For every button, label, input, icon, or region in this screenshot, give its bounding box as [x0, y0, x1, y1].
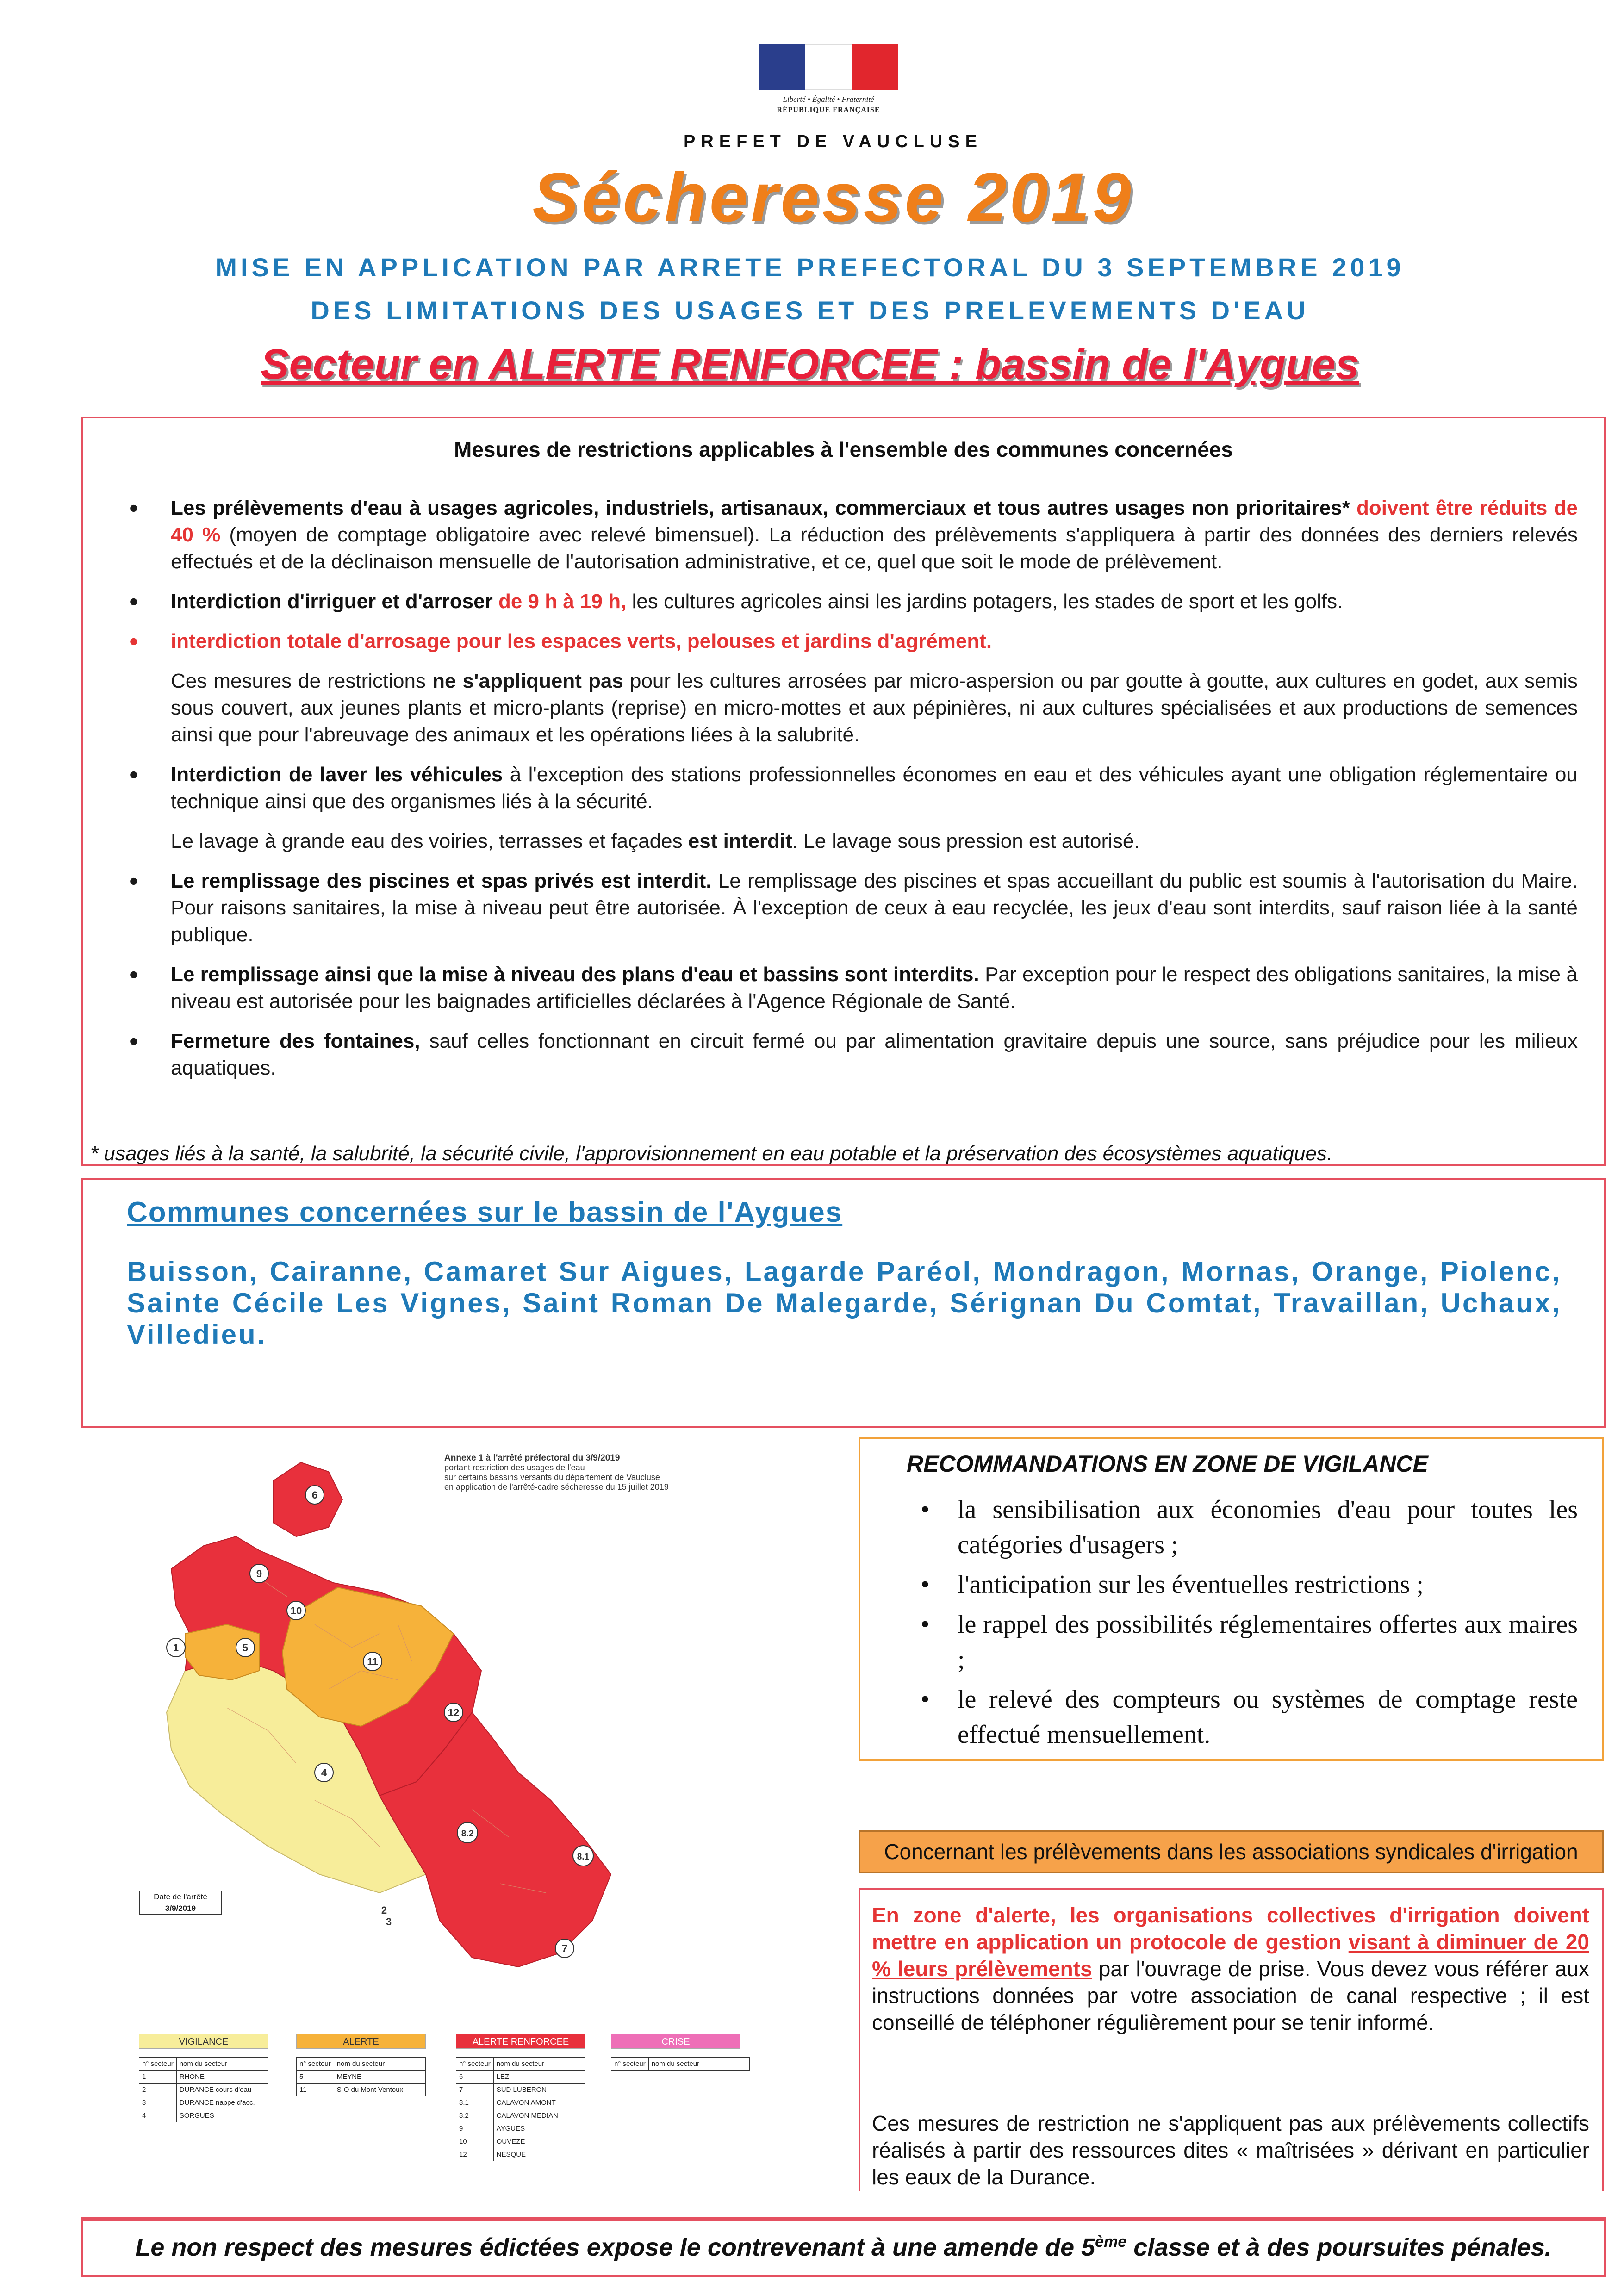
restriction-red: doivent être réduits de 40 %: [171, 497, 1578, 546]
table-row: [139, 2109, 268, 2122]
list-item-text: le relevé des compteurs ou systèmes de comptage reste effectué mensuellement.: [958, 1685, 1578, 1749]
table-row: [139, 2096, 268, 2109]
cell: DURANCE cours d'eau: [176, 2084, 268, 2096]
map-label: 11: [367, 1656, 378, 1667]
bullet-icon: •: [129, 493, 138, 522]
restriction-bold: Le remplissage ainsi que la mise à niveau des plans d'eau et bassins sont interdits.: [171, 963, 979, 986]
annexe-title: Annexe 1 à l'arrêté préfectoral du 3/9/2019: [444, 1453, 620, 1463]
arrete-date-box: [139, 1891, 222, 1915]
restriction-item-vehicules: [129, 761, 1578, 815]
note-text: Ces mesures de restrictions: [171, 670, 433, 692]
table-row: [456, 2084, 585, 2096]
restriction-text: les cultures agricoles ainsi les jardins potagers, les stades de sport et les golfs.: [626, 590, 1343, 613]
map-label: 9: [256, 1568, 262, 1580]
annexe-line: sur certains bassins versants du département de Vaucluse: [444, 1473, 660, 1482]
cell: 10: [456, 2135, 494, 2148]
restriction-text: (moyen de comptage obligatoire avec relevé bimensuel). La réduction des prélèvements s'appliquera à partir des données des derniers relevés effectués et de la déclinaison mensuelle de l'autorisation administrative, et ce, quel que soit le mode de prélèvement.: [171, 523, 1578, 573]
marianne-logo: [759, 44, 898, 120]
note-text: . Le lavage sous pression est autorisé.: [792, 830, 1140, 852]
col-header: n° secteur: [297, 2058, 334, 2071]
legend-table-alerte: [296, 2057, 426, 2096]
note-bold: est interdit: [688, 830, 792, 852]
col-header: nom du secteur: [493, 2058, 585, 2071]
restrictions-box: [81, 417, 1606, 1166]
restriction-red: de 9 h à 19 h,: [492, 590, 627, 613]
bullet-icon: •: [921, 1685, 930, 1714]
col-header: nom du secteur: [648, 2058, 749, 2071]
cell: 8.2: [456, 2109, 494, 2122]
vaucluse-sector-map: [120, 1430, 815, 2009]
table-row: [456, 2109, 585, 2122]
list-item: [921, 1607, 1578, 1677]
bullet-icon: •: [921, 1610, 930, 1639]
penalty-text-a: Le non respect des mesures édictées expose le contrevenant à une amende de 5: [135, 2233, 1095, 2261]
table-row: [297, 2084, 426, 2096]
recommandations-list: [921, 1492, 1578, 1757]
restrictions-heading: Mesures de restrictions applicables à l'ensemble des communes concernées: [454, 437, 1233, 461]
col-header: nom du secteur: [334, 2058, 425, 2071]
restriction-text: sauf celles fonctionnant en circuit fermé ou par alimentation gravitaire depuis une source, sans préjudice pour les milieux aquatiques.: [171, 1030, 1578, 1079]
penalty-text: [83, 2233, 1604, 2262]
cell: 8.1: [456, 2096, 494, 2109]
col-header: n° secteur: [139, 2058, 177, 2071]
subtitle-arrete: MISE EN APPLICATION PAR ARRETE PREFECTORAL DU 3 SEPTEMBRE 2019: [215, 253, 1405, 282]
bullet-icon: •: [129, 587, 138, 616]
restriction-item-piscines: [129, 868, 1578, 948]
subtitle-limitations: DES LIMITATIONS DES USAGES ET DES PRELEVEMENTS D'EAU: [311, 296, 1309, 325]
bullet-icon: •: [129, 627, 138, 656]
table-row: [456, 2135, 585, 2148]
map-label: 4: [321, 1767, 327, 1779]
restriction-item-prelevements: [129, 495, 1578, 575]
cell: 6: [456, 2071, 494, 2084]
cell: MEYNE: [334, 2071, 425, 2084]
restriction-item-irrigation: [129, 588, 1578, 615]
republic-motto: Liberté • Égalité • Fraternité: [783, 95, 874, 104]
legend-vigilance: VIGILANCE: [139, 2034, 268, 2049]
note-text: Le lavage à grande eau des voiries, terrasses et façades: [171, 830, 688, 852]
bullet-icon: •: [129, 760, 138, 789]
page-title: Sécheresse 2019: [532, 158, 1134, 236]
list-item: [921, 1567, 1578, 1602]
irrigation-banner: Concernant les prélèvements dans les associations syndicales d'irrigation: [859, 1830, 1604, 1873]
cell: DURANCE nappe d'acc.: [176, 2096, 268, 2109]
map-label: 5: [242, 1642, 249, 1654]
cell: 9: [456, 2122, 494, 2135]
date-label: Date de l'arrêté: [140, 1891, 221, 1903]
restriction-bold: Les prélèvements d'eau à usages agricoles, industriels, artisanaux, commerciaux et tous autres usages non prioritaires*: [171, 497, 1350, 519]
cell: 1: [139, 2071, 177, 2084]
list-item-text: l'anticipation sur les éventuelles restrictions ;: [958, 1570, 1424, 1599]
table-row: [456, 2148, 585, 2161]
restriction-text: Par exception pour le respect des obligations sanitaires, la mise à niveau est autorisée pour les baignades artificielles déclarées à l'Agence Régionale de Santé.: [171, 963, 1578, 1013]
list-item: [921, 1492, 1578, 1562]
annexe-line: en application de l'arrêté-cadre sécheresse du 15 juillet 2019: [444, 1482, 669, 1492]
bullet-icon: •: [129, 1026, 138, 1056]
cell: 12: [456, 2148, 494, 2161]
restriction-item-fontaines: [129, 1028, 1578, 1082]
cell: SUD LUBERON: [493, 2084, 585, 2096]
communes-list: Buisson, Cairanne, Camaret Sur Aigues, Lagarde Paréol, Mondragon, Mornas, Orange, Piolenc, Sainte Cécile Les Vignes, Saint Roman De Malegarde, Sérignan Du Comtat, Travaillan, Uchaux, Villedieu.: [127, 1256, 1562, 1350]
annexe-line: portant restriction des usages de l'eau: [444, 1463, 585, 1472]
bullet-icon: •: [921, 1570, 930, 1599]
restriction-item-espaces-verts: [129, 628, 1578, 655]
cell: S-O du Mont Ventoux: [334, 2084, 425, 2096]
irrigation-paragraph-1: [872, 1902, 1589, 2036]
cell: RHONE: [176, 2071, 268, 2084]
cell: CALAVON MEDIAN: [493, 2109, 585, 2122]
map-label: 1: [173, 1642, 179, 1654]
restriction-bold: Interdiction d'irriguer et d'arroser: [171, 590, 493, 613]
list-item: [921, 1682, 1578, 1752]
legend-alerte: ALERTE: [296, 2034, 426, 2049]
legend-table-renforcee: [456, 2057, 585, 2161]
legend-table-vigilance: [139, 2057, 268, 2122]
bullet-icon: •: [921, 1495, 930, 1524]
date-value: 3/9/2019: [165, 1904, 196, 1913]
cell: 3: [139, 2096, 177, 2109]
restriction-text: Le remplissage des piscines et spas accueillant du public est soumis à l'autorisation du Maire. Pour raisons sanitaires, la mise à niveau peut être autorisée. À l'exception de ceux à eau recyclée, les jeux d'eau sont interdits, sauf raison liée à la santé publique.: [171, 870, 1578, 946]
table-row: [297, 2071, 426, 2084]
irrigation-red-underline: visant à diminuer de 20 % leurs prélèvements: [872, 1930, 1589, 1981]
irrigation-box: [859, 1888, 1604, 2191]
restriction-note-exceptions: [129, 668, 1578, 748]
recommandations-box: [859, 1437, 1604, 1761]
map-label: 8.1: [577, 1852, 590, 1862]
map-annexe-caption: [444, 1453, 768, 1492]
col-header: nom du secteur: [176, 2058, 268, 2071]
map-label: 7: [561, 1943, 568, 1954]
restriction-bold: Fermeture des fontaines,: [171, 1030, 420, 1052]
list-item-text: la sensibilisation aux économies d'eau pour toutes les catégories d'usagers ;: [958, 1495, 1578, 1559]
republic-name: RÉPUBLIQUE FRANÇAISE: [777, 106, 880, 114]
restriction-red: interdiction totale d'arrosage pour les espaces verts, pelouses et jardins d'agrément.: [171, 630, 992, 653]
table-row: [139, 2084, 268, 2096]
table-row: [456, 2071, 585, 2084]
col-header: n° secteur: [456, 2058, 494, 2071]
irrigation-text: par l'ouvrage de prise. Vous devez vous référer aux instructions données par votre association de canal respective ; il est conseillé de téléphoner régulièrement pour se tenir informé.: [872, 1957, 1589, 2034]
table-row: [139, 2071, 268, 2084]
tricolor-flag-icon: [759, 44, 898, 90]
col-header: n° secteur: [611, 2058, 649, 2071]
cell: OUVEZE: [493, 2135, 585, 2148]
map-label: 6: [311, 1489, 318, 1501]
bullet-icon: •: [129, 866, 138, 896]
communes-box: [81, 1178, 1606, 1428]
legend-table-crise: [611, 2057, 750, 2071]
recommandations-title: RECOMMANDATIONS EN ZONE DE VIGILANCE: [907, 1451, 1428, 1477]
map-label: 12: [448, 1707, 460, 1718]
cell: 4: [139, 2109, 177, 2122]
cell: LEZ: [493, 2071, 585, 2084]
table-row: [456, 2122, 585, 2135]
cell: AYGUES: [493, 2122, 585, 2135]
restrictions-list: [129, 495, 1578, 1095]
legend-alerte-renforcee: ALERTE RENFORCEE: [456, 2034, 585, 2049]
cell: NESQUE: [493, 2148, 585, 2161]
cell: 11: [297, 2084, 334, 2096]
usages-footnote: * usages liés à la santé, la salubrité, la sécurité civile, l'approvisionnement en eau potable et la préservation des écosystèmes aquatiques.: [90, 1142, 1333, 1165]
restriction-bold: Le remplissage des piscines et spas privés est interdit.: [171, 870, 712, 892]
irrigation-paragraph-2: Ces mesures de restriction ne s'appliquent pas aux prélèvements collectifs réalisés à partir des ressources dites « maîtrisées » dérivant en particulier les eaux de la Durance.: [872, 2111, 1589, 2189]
map-label: 2: [381, 1904, 387, 1916]
sector-heading: Secteur en ALERTE RENFORCEE : bassin de l'Aygues: [261, 341, 1359, 388]
penalty-footer: [81, 2217, 1606, 2277]
restriction-bold: Interdiction de laver les véhicules: [171, 763, 503, 786]
bullet-icon: •: [129, 960, 138, 989]
penalty-text-b: classe et à des poursuites pénales.: [1126, 2233, 1552, 2261]
cell: CALAVON AMONT: [493, 2096, 585, 2109]
note-text: pour les cultures arrosées par micro-aspersion ou par goutte à goutte, aux cultures en godet, aux semis sous couvert, aux jeunes plants et micro-plants (reprise) en micro-mottes et aux pépinières, ni aux cultures spécialisées et aux productions de semences ainsi que pour l'abreuvage des animaux et les opérations liées à la salubrité.: [171, 670, 1578, 746]
map-label: 3: [386, 1916, 392, 1928]
legend-crise: CRISE: [611, 2034, 740, 2049]
restriction-text: à l'exception des stations professionnelles économes en eau et des véhicules ayant une obligation réglementaire ou technique ainsi que des organismes liés à la sécurité.: [171, 763, 1578, 813]
cell: SORGUES: [176, 2109, 268, 2122]
restriction-note-lavage: [129, 828, 1578, 855]
map-label: 8.2: [461, 1829, 474, 1839]
communes-title: Communes concernées sur le bassin de l'Aygues: [127, 1196, 843, 1228]
penalty-sup: ème: [1095, 2233, 1127, 2251]
note-bold: ne s'appliquent pas: [432, 670, 623, 692]
cell: 2: [139, 2084, 177, 2096]
irrigation-red: En zone d'alerte, les organisations collectives d'irrigation doivent mettre en application un protocole de gestion: [872, 1903, 1589, 1954]
cell: 7: [456, 2084, 494, 2096]
map-label: 10: [290, 1605, 302, 1617]
restriction-item-plans-eau: [129, 961, 1578, 1015]
list-item-text: le rappel des possibilités réglementaires offertes aux maires ;: [958, 1610, 1578, 1674]
cell: 5: [297, 2071, 334, 2084]
table-row: [456, 2096, 585, 2109]
prefecture-name: PREFET DE VAUCLUSE: [683, 132, 983, 151]
